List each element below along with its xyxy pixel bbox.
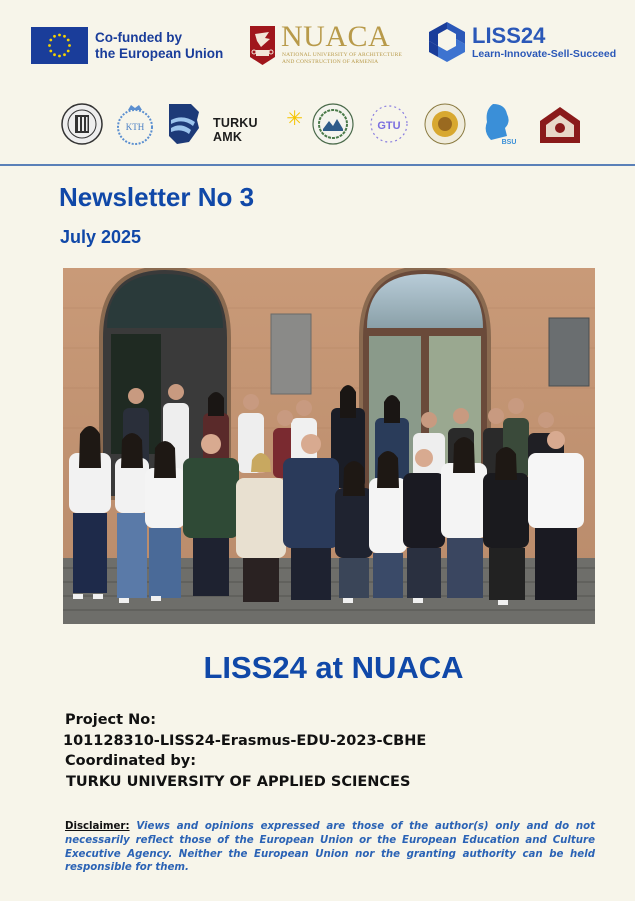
partner-logo-turku-amk [213,102,303,146]
partner-logo-shield [166,102,202,146]
nuaca-subtitle-line2: AND CONSTRUCTION OF ARMENIA [282,59,379,65]
disclaimer-label: Disclaimer: [65,821,130,832]
coordinated-by-label: Coordinated by: [65,753,196,769]
nuaca-emblem-icon [249,25,276,66]
eu-flag-icon [31,27,88,64]
partner-logo-kth [115,102,155,146]
main-title: LISS24 at NUACA [203,650,464,685]
eu-cofunded-text [95,30,223,62]
nuaca-logo-name: NUACA [281,20,391,53]
project-info [63,710,426,792]
turku-amk-label: TURKU AMK [213,116,258,144]
partner-logo-bsu [478,102,518,146]
partner-logo-gtu [367,102,411,146]
liss24-cube-icon [426,20,468,64]
project-label: Project No: [65,712,157,728]
liss24-logo-name: LISS24 [472,23,546,48]
partner-logo-seal-gold [423,102,467,146]
newsletter-date: July 2025 [60,227,142,247]
bsu-label: BSU [501,139,517,146]
eu-text-line1: Co-funded by [95,30,182,45]
liss24-logo-tagline: Learn-Innovate-Sell-Succeed [472,48,617,60]
partner-logo-upv-seal [60,102,104,146]
gtu-label: GTU [377,120,401,132]
eu-text-line2: the European Union [95,46,224,61]
nuaca-logo-subtitle [282,52,402,66]
nuaca-subtitle-line1: NATIONAL UNIVERSITY OF ARCHITECTURE [282,52,403,58]
coordinator-name: TURKU UNIVERSITY OF APPLIED SCIENCES [66,773,411,790]
header-divider [0,164,635,166]
project-number: 101128310-LISS24-Erasmus-EDU-2023-CBHE [63,732,427,749]
group-photo [63,268,595,624]
partner-logo-seal-green [311,102,355,146]
kth-label: KTH [125,122,145,132]
disclaimer-text: Views and opinions expressed are those of the author(s) only and do not necessarily reflect those of the European Union or the European Education and Culture Executive Agency. Neither the European Union nor the granting authority can be held responsible for them. [65,821,595,874]
newsletter-title: Newsletter No 3 [59,182,255,212]
turku-star-icon: ✳ [286,107,303,130]
partner-logo-red-building [537,102,583,146]
disclaimer [65,820,595,875]
